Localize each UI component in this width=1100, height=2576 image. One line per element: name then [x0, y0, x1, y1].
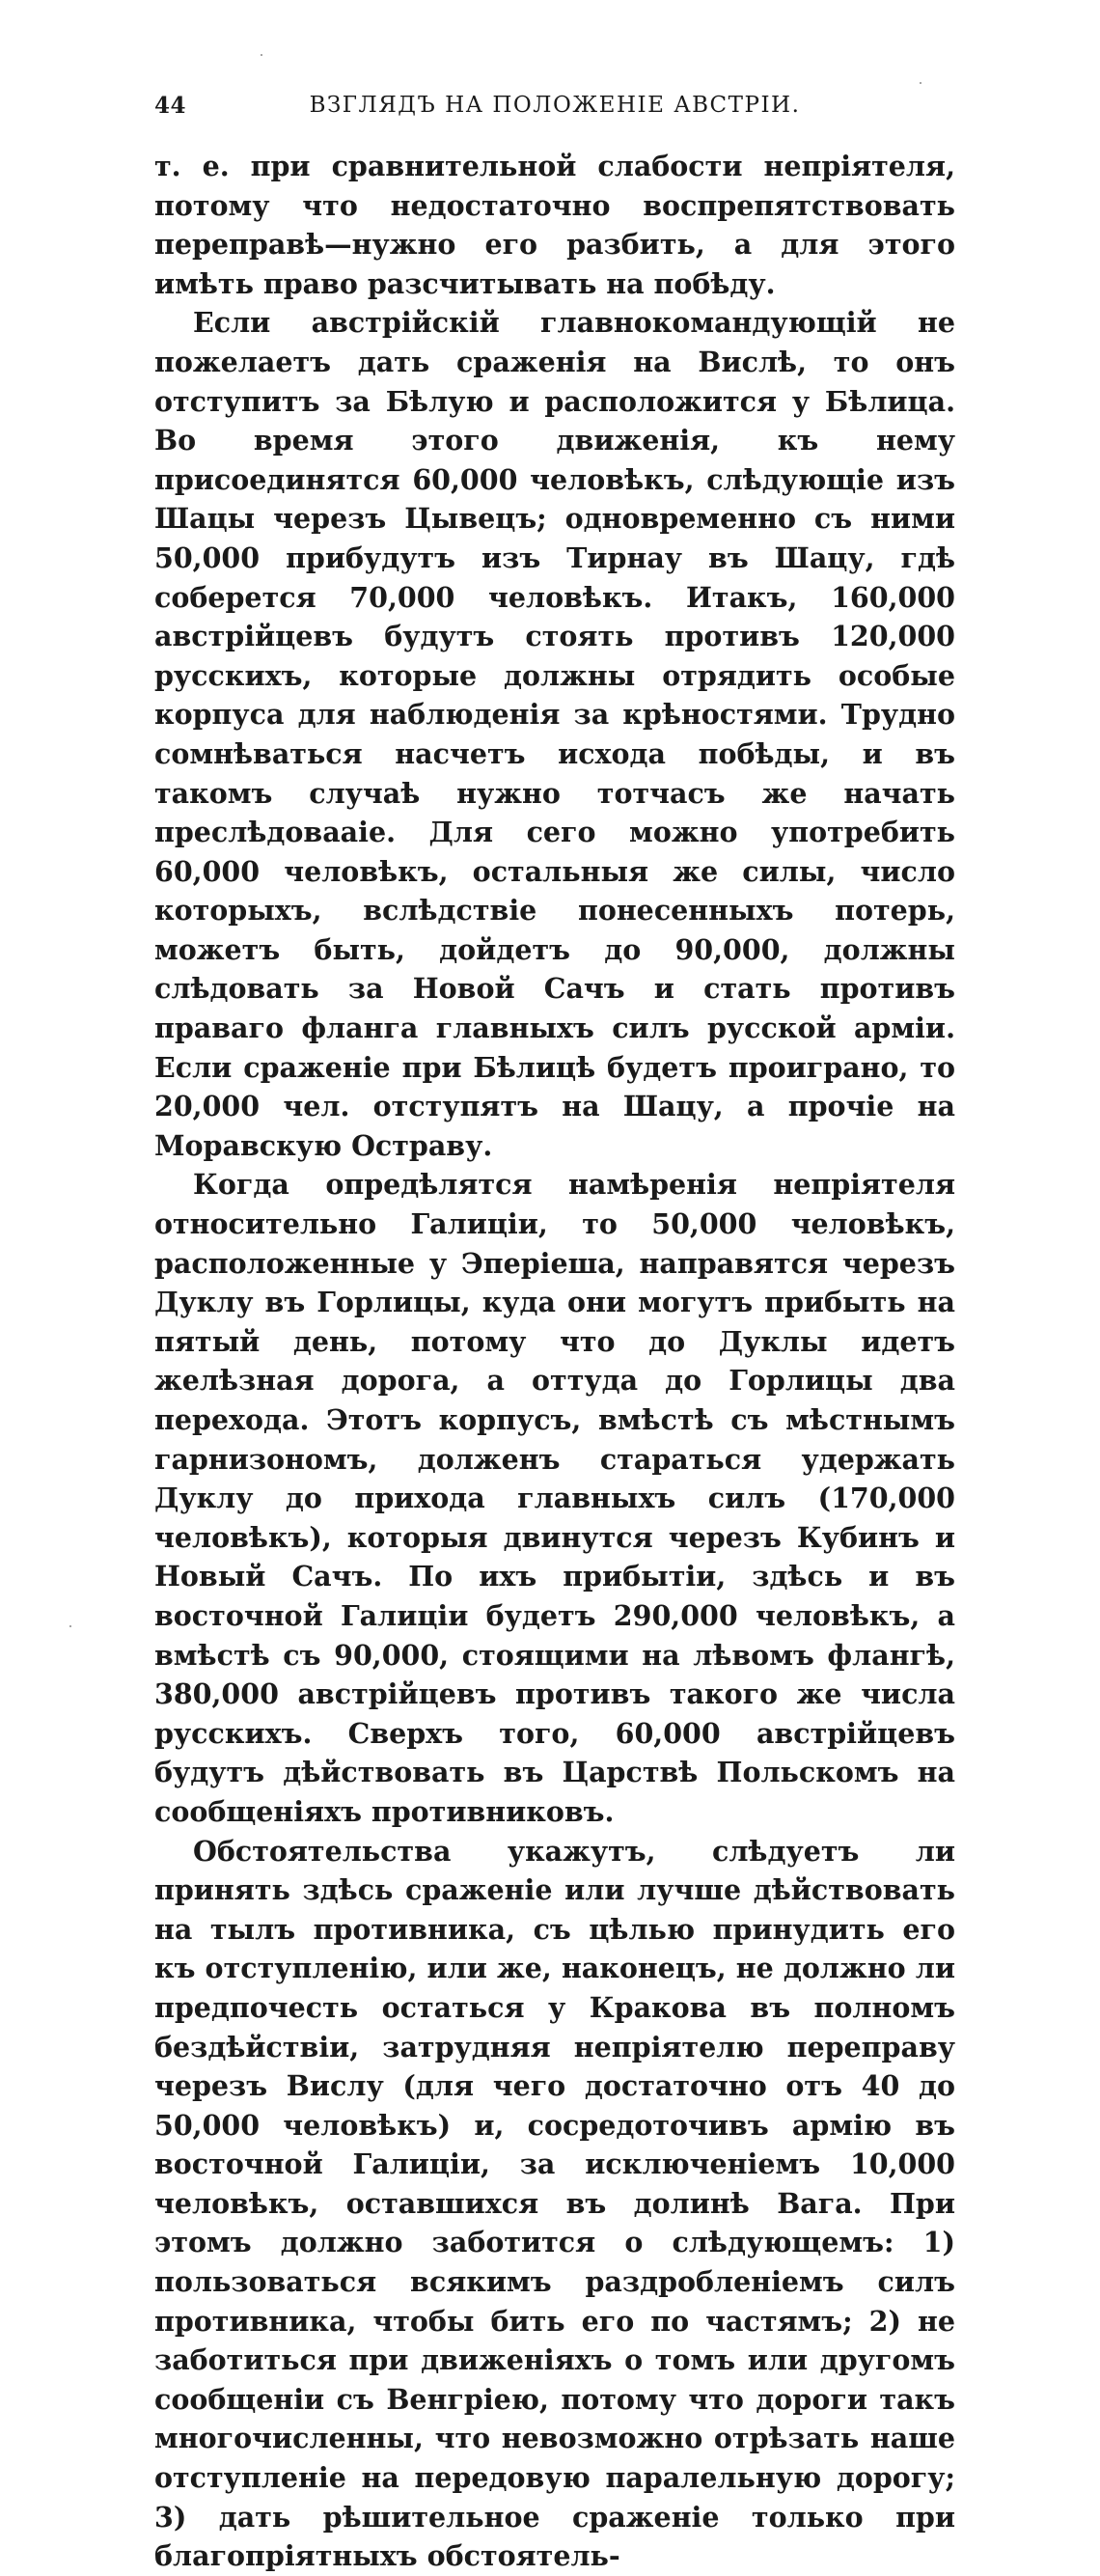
paragraph: Когда опредѣлятся намѣренія непріятеля относительно Галиціи, то 50,000 человѣкъ, расположенные у Эперіеша, направятся черезъ Дуклу въ Горлицы, куда они могутъ прибыть на пятый день, потому что до Дуклы идетъ желѣзная дорога, а оттуда до Горлицы два перехода. Этотъ корпусъ, вмѣстѣ съ мѣстнымъ гарнизономъ, долженъ стараться удержать Дуклу до прихода главныхъ силъ (170,000 человѣкъ), которыя двинутся черезъ Кубинъ и Новый Сачъ. По ихъ прибытіи, здѣсь и въ восточной Галиціи будетъ 290,000 человѣкъ, а вмѣстѣ съ 90,000, стоящими на лѣвомъ флангѣ, 380,000 австрійцевъ противъ такого же числа русскихъ. Сверхъ того, 60,000 австрійцевъ будутъ дѣйствовать въ Царствѣ Польскомъ на сообщеніяхъ противниковъ.	[154, 1168, 955, 1828]
running-head	[154, 93, 955, 127]
paragraph: Обстоятельства укажутъ, слѣдуетъ ли принять здѣсь сраженіе или лучше дѣйствовать на тылъ противника, съ цѣлью принудить его къ отступленію, или же, наконецъ, не должно ли предпочесть остаться у Кракова въ полномъ бездѣйствіи, затрудняя непріятелю переправу черезъ Вислу (для чего достаточно отъ 40 до 50,000 человѣкъ) и, сосредоточивъ армію въ восточной Галиціи, за исключеніемъ 10,000 человѣкъ, оставшихся въ долинѣ Вага. При этомъ должно заботится о слѣдующемъ: 1) пользоваться всякимъ раздробленіемъ силъ противника, чтобы бить его по частямъ; 2) не заботиться при движеніяхъ о томъ или другомъ сообщеніи съ Венгріею, потому что дороги такъ многочисленны, что невозможно отрѣзать наше отступленіе на передовую паралельную дорогу; 3) дать рѣшительное сраженіе только при благопріятныхъ обстоятель-	[154, 1834, 955, 2573]
paper-speck	[920, 82, 921, 84]
paper-speck	[261, 54, 262, 56]
paragraph-continuation: т. е. при сравнительной слабости непріятеля, потому что недостаточно воспрепятствовать переправѣ—нужно его разбить, а для этого имѣть право разсчитывать на побѣду.	[154, 150, 955, 300]
paragraph: Если австрійскій главнокомандующій не пожелаетъ дать сраженія на Вислѣ, то онъ отступитъ за Бѣлую и расположится у Бѣлица. Во время этого движенія, къ нему присоединятся 60,000 человѣкъ, слѣдующіе изъ Шацы черезъ Цывецъ; одновременно съ ними 50,000 прибудутъ изъ Тирнау въ Шацу, гдѣ соберется 70,000 человѣкъ. Итакъ, 160,000 австрійцевъ будутъ стоять противъ 120,000 русскихъ, которые должны отрядить особые корпуса для наблюденія за крѣностями. Трудно сомнѣваться насчетъ исхода побѣды, и въ такомъ случаѣ нужно тотчасъ же начать преслѣдоваaіе. Для сего можно употребить 60,000 человѣкъ, остальныя же силы, число которыхъ, вслѣдствіе понесенныхъ потерь, можетъ быть, дойдетъ до 90,000, должны слѣдовать за Новой Сачъ и стать противъ праваго фланга главныхъ силъ русской арміи. Если сраженіе при Бѣлицѣ будетъ проиграно, то 20,000 чел. отступятъ на Шацу, а прочіе на Моравскую Остраву.	[154, 306, 955, 1162]
body-text	[154, 147, 955, 2576]
page-number: 44	[154, 93, 187, 119]
paper-speck	[69, 1625, 71, 1627]
running-title: ВЗГЛЯДЪ НА ПОЛОЖЕНІЕ АВСТРІИ.	[309, 93, 801, 118]
